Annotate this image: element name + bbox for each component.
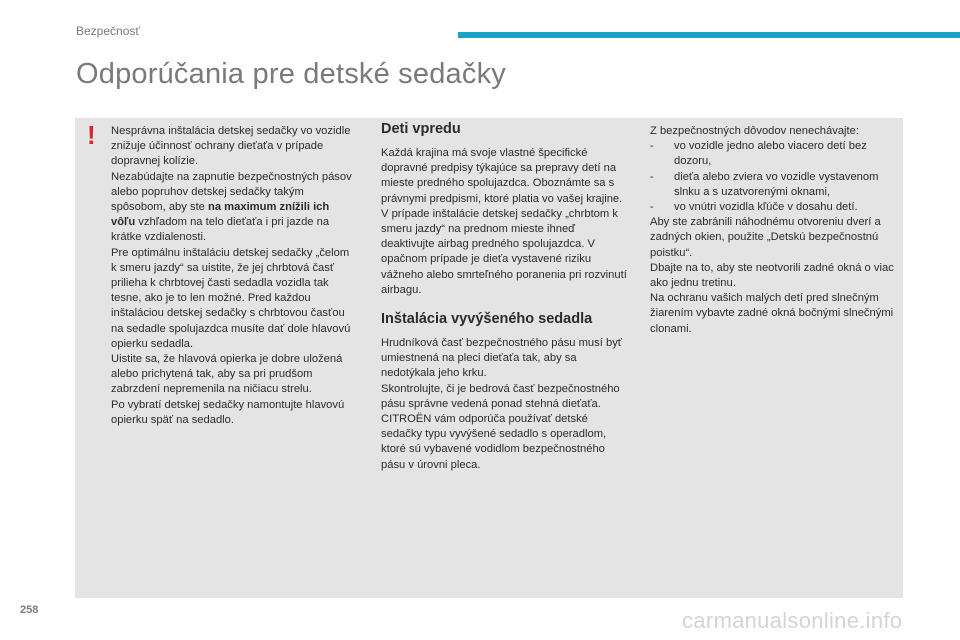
section-header: Bezpečnosť <box>76 24 140 38</box>
booster-paragraph: Hrudníková časť bezpečnostného pásu musí byť umiestnená na pleci dieťaťa tak, aby sa nedotýkala jeho krku. <box>381 337 622 380</box>
front-paragraph: Každá krajina má svoje vlastné špecifické dopravné predpisy týkajúce sa prepravy detí na mieste predného spolujazdca. Oboznámte sa s právnymi predpismi, ktoré platia vo vašej krajine. <box>381 147 623 205</box>
front-heading: Deti vpredu <box>381 121 461 137</box>
warning-column <box>111 124 356 428</box>
page-number: 258 <box>20 604 39 616</box>
header-accent-bar <box>458 32 960 38</box>
list-item-text: dieťa alebo zviera vo vozidle vystavenom slnku a s uzatvorenými oknami, <box>674 170 879 198</box>
warning-emphasis: na maximum znížili ich vôľu <box>111 201 330 229</box>
booster-heading: Inštalácia vyvýšeného sedadla <box>381 311 593 328</box>
safety-paragraph: Na ochranu vašich malých detí pred slnečným žiarením vybavte zadné okná bočnými slnečnými clonami. <box>650 292 894 335</box>
safety-column <box>650 124 898 337</box>
warning-paragraph <box>111 170 356 246</box>
warning-text: Nezabúdajte na zapnutie bezpečnostných pásov alebo popruhov detskej sedačky takým spôsobom, aby ste <box>111 170 352 214</box>
safety-paragraph: Dbajte na to, aby ste neotvorili zadné okná o viac ako jednu tretinu. <box>650 261 894 290</box>
dash-marker: - <box>650 170 654 183</box>
warning-text: vzhľadom na telo dieťaťa i pri jazde na krátke vzdialenosti. <box>111 216 330 244</box>
booster-paragraph: CITROËN vám odporúča používať detské sedačky typu vyvýšené sedadlo s operadlom, ktoré sú vybavené vodidlom bezpečnostného pásu v úrovni pleca. <box>381 413 607 471</box>
page-title: Odporúčania pre detské sedačky <box>76 58 506 90</box>
list-item-text: vo vozidle jedno alebo viacero detí bez dozoru, <box>674 140 867 168</box>
warning-paragraph: Po vybratí detskej sedačky namontujte hlavovú opierku späť na sedadlo. <box>111 398 345 426</box>
list-item <box>650 170 898 200</box>
list-item-text: vo vnútri vozidla kľúče v dosahu detí. <box>674 201 858 214</box>
warning-paragraph: Pre optimálnu inštaláciu detskej sedačky „čelom k smeru jazdy“ sa uistite, že jej chrbtová časť prilieha k chrbtovej časti sedadla vozidla tak tesne, ako je to len možné. Pred každou inštaláciou detskej sedačky s chrbtovou časťou na sedadle spolujazdca musíte dať dole hlavovú opierku sedadla. <box>111 246 351 350</box>
list-item <box>650 200 898 215</box>
exclamation-icon: ! <box>87 120 96 150</box>
warning-paragraph: Uistite sa, že hlavová opierka je dobre uložená alebo prichytená tak, aby sa pri prudšom zabrzdení nepremenila na ničiacu strelu. <box>111 353 343 396</box>
watermark: carmanualsonline.info <box>682 608 903 633</box>
front-paragraph: V prípade inštalácie detskej sedačky „chrbtom k smeru jazdy“ na prednom mieste ihneď deaktivujte airbag predného spolujazdca. V opačnom prípade je dieťa vystavené riziku vážneho alebo smrteľného poranenia pri rozvinutí airbagu. <box>381 207 627 296</box>
list-item <box>650 139 898 169</box>
safety-intro: Z bezpečnostných dôvodov nenechávajte: <box>650 125 859 137</box>
dash-marker: - <box>650 140 654 153</box>
safety-paragraph: Aby ste zabránili náhodnému otvoreniu dverí a zadných okien, použite „Detskú bezpečnostnú poistku“. <box>650 216 881 259</box>
children-front-column <box>381 120 631 473</box>
warning-paragraph: Nesprávna inštalácia detskej sedačky vo vozidle znižuje účinnosť ochrany dieťaťa v prípade dopravnej kolízie. <box>111 125 351 168</box>
dash-marker: - <box>650 201 654 214</box>
booster-paragraph: Skontrolujte, či je bedrová časť bezpečnostného pásu správne vedená ponad stehná dieťaťa. <box>381 382 620 410</box>
